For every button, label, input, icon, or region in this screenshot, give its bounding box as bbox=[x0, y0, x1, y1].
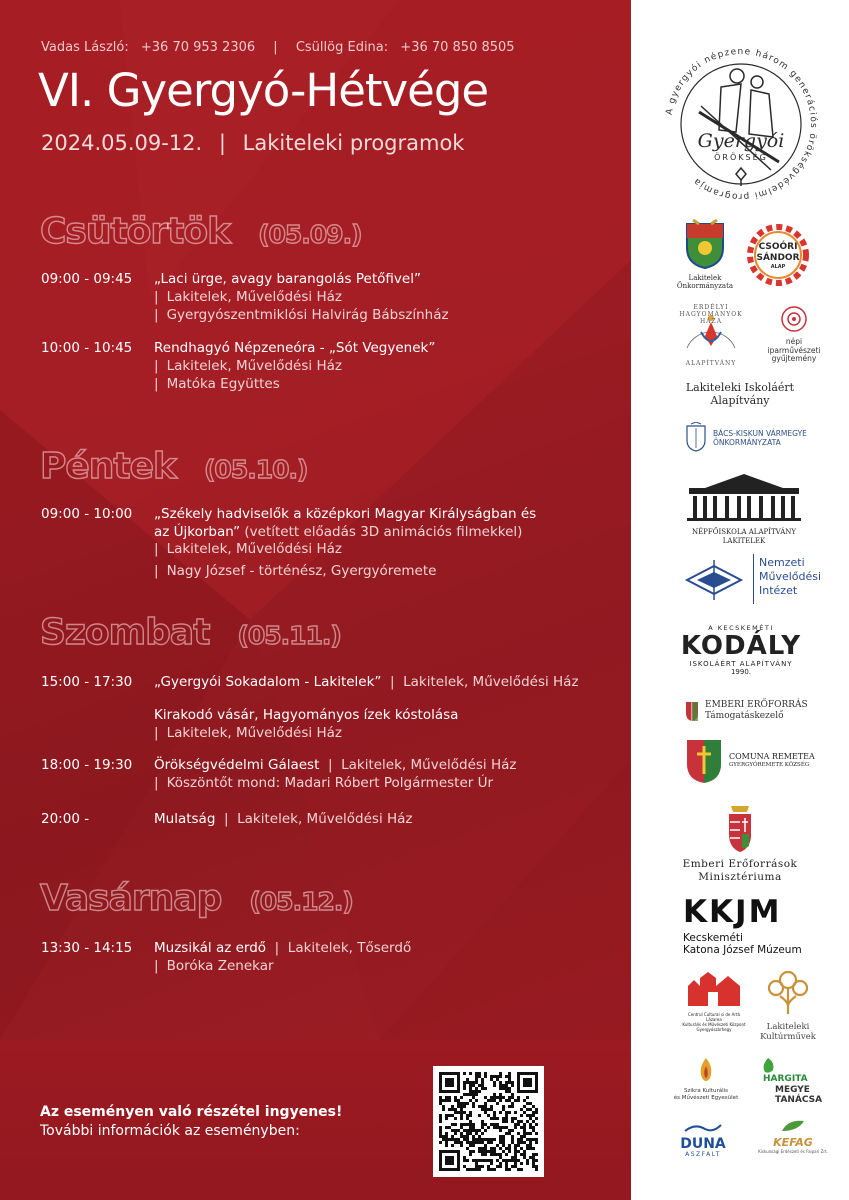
event-title: Muzsikál az erdő | Lakitelek, Tőserdő bbox=[154, 940, 412, 956]
remetea-crest-icon bbox=[685, 738, 723, 784]
separator: | bbox=[218, 131, 226, 155]
svg-text:A gyergyói népzene három gener: A gyergyói népzene három generációs örökségvédelmi programja bbox=[664, 46, 819, 202]
event-title: „Gyergyói Sokadalom - Lakitelek” | Lakitelek, Művelődési Ház bbox=[154, 674, 579, 690]
event-title: Örökségvédelmi Gálaest | Lakitelek, Művelődési Ház bbox=[154, 757, 517, 773]
event-detail: | Lakitelek, Művelődési Ház bbox=[154, 288, 342, 305]
szikra-egyesulet-logo: Szikra Kulturális és Művészeti Egyesület bbox=[671, 1056, 741, 1102]
contact1-phone[interactable]: +36 70 953 2306 bbox=[140, 40, 256, 55]
contact-line bbox=[41, 40, 515, 55]
event-title: Kirakodó vásár, Hagyományos ízek kóstolása bbox=[154, 707, 459, 723]
qr-code[interactable] bbox=[433, 1066, 544, 1177]
day-date: (05.10.) bbox=[204, 455, 308, 484]
day-name: Szombat bbox=[40, 612, 210, 653]
day-name: Vasárnap bbox=[40, 878, 222, 919]
day-heading-saturday bbox=[40, 612, 341, 653]
contact1-name: Vadas László: bbox=[41, 40, 129, 55]
event-time: 13:30 - 14:15 bbox=[41, 940, 133, 956]
more-info-note: További információk az eseményben: bbox=[40, 1123, 300, 1139]
bacs-kiskun-varmegye-logo: BÁCS-KISKUN VÁRMEGYE ÖNKORMÁNYZATA bbox=[685, 420, 835, 456]
event-detail: | Lakitelek, Művelődési Ház bbox=[154, 357, 342, 374]
coat-of-arms-icon bbox=[683, 218, 727, 270]
page-title: VI. Gyergyó-Hétvége bbox=[38, 64, 489, 117]
nepfoiskola-alapitvany-logo: NÉPFŐISKOLA ALAPÍTVÁNY LAKITELEK bbox=[685, 470, 803, 545]
csoori-sandor-alap-logo: CSOÓRI SÁNDOR ALAP bbox=[743, 222, 813, 288]
erdelyi-hagyomanyok-haza-logo: ERDÉLYI HAGYOMÁNYOK HÁZA ALAPÍTVÁNY bbox=[671, 302, 751, 372]
event-detail: | Matóka Együttes bbox=[154, 376, 280, 392]
ornament-icon bbox=[683, 558, 745, 602]
event-time: 10:00 - 10:45 bbox=[41, 340, 133, 356]
event-detail: | Köszöntőt mond: Madari Róbert Polgármester Úr bbox=[154, 774, 494, 791]
event-detail: | Gyergyószentmiklósi Halvirág Bábszínház bbox=[154, 307, 449, 323]
centrul-cultural-lazarea-logo: Centrul Cultural și de Artă Lăzarea Kulturális és Művészeti Központ Gyergyószárhegy bbox=[677, 968, 751, 1032]
emmi-logo: Emberi Erőforrások Minisztériuma bbox=[665, 802, 815, 884]
tree-icon bbox=[758, 966, 818, 1018]
kefag-leaf-icon bbox=[778, 1119, 808, 1133]
gyergyoi-orokseg-logo bbox=[661, 42, 821, 207]
building-icon bbox=[685, 470, 803, 522]
svg-text:ÖRÖKSÉG: ÖRÖKSÉG bbox=[714, 153, 768, 162]
day-date: (05.11.) bbox=[237, 621, 341, 650]
event-time: 15:00 - 17:30 bbox=[41, 674, 133, 690]
footer-text bbox=[40, 1103, 342, 1141]
flame-icon bbox=[694, 1056, 718, 1084]
day-heading-sunday bbox=[40, 878, 353, 919]
event-title: „Laci ürge, avagy barangolás Petőfivel” bbox=[154, 271, 421, 287]
event-title: „Székely hadviselők a középkori Magyar Királyságban és bbox=[154, 506, 537, 522]
event-detail: | Lakitelek, Művelődési Ház bbox=[154, 541, 342, 557]
qr-code-icon bbox=[439, 1072, 538, 1171]
iskolaert-alapitvany-text: Lakiteleki Iskoláért Alapítvány bbox=[685, 381, 795, 407]
hungarian-coat-of-arms-icon bbox=[725, 802, 755, 854]
day-heading-thursday bbox=[40, 211, 362, 252]
event-dates: 2024.05.09-12. bbox=[41, 131, 203, 155]
comuna-remetea-logo: COMUNA REMETEA GYERGYÓREMETE KÖZSÉG bbox=[685, 738, 845, 786]
event-title: Mulatság | Lakitelek, Művelődési Ház bbox=[154, 811, 413, 827]
kefag-logo: KEFAG Kiskunsági Erdészeti és Faipari Zrt. bbox=[743, 1118, 843, 1155]
event-detail: | Nagy József - történész, Gyergyóremete bbox=[154, 562, 437, 579]
day-date: (05.12.) bbox=[249, 887, 353, 916]
emberi-eroforras-tamogataskezelo-logo: EMBERI ERŐFORRÁS Támogatáskezelő bbox=[685, 698, 835, 724]
duna-aszfalt-logo: DUNA ASZFALT bbox=[675, 1118, 731, 1158]
svg-text:Gyergyói: Gyergyói bbox=[697, 130, 785, 152]
wave-icon bbox=[683, 1123, 723, 1133]
event-time: 20:00 - bbox=[41, 811, 90, 827]
event-title: Rendhagyó Népzeneóra - „Sót Vegyenek” bbox=[154, 340, 436, 356]
event-detail: | Lakitelek, Művelődési Ház bbox=[154, 724, 342, 741]
hargita-leaf-icon bbox=[759, 1056, 777, 1076]
event-detail: | Boróka Zenekar bbox=[154, 957, 274, 974]
county-crest-icon bbox=[685, 422, 707, 452]
separator: | bbox=[273, 40, 278, 55]
day-name: Csütörtök bbox=[40, 211, 231, 252]
lakitelek-onkormanyzat-logo: Lakitelek Önkormányzata bbox=[675, 218, 735, 290]
day-heading-friday bbox=[40, 446, 307, 487]
sponsor-panel bbox=[631, 0, 849, 1200]
hungarian-shield-icon bbox=[685, 700, 699, 722]
day-date: (05.09.) bbox=[258, 220, 362, 249]
rosette-icon bbox=[779, 304, 809, 334]
lakiteleki-kulturmuvek-logo: Lakiteleki Kultúrművek bbox=[753, 966, 823, 1042]
contact2-phone[interactable]: +36 70 850 8505 bbox=[400, 40, 515, 55]
event-time: 18:00 - 19:30 bbox=[41, 757, 133, 773]
katona-jozsef-muzeum-logo: KKJM Kecskeméti Katona József Múzeum bbox=[683, 894, 802, 956]
nemzeti-muvelodesi-intezet-logo: Nemzeti Művelődési Intézet bbox=[683, 554, 813, 606]
day-name: Péntek bbox=[40, 446, 176, 487]
event-time: 09:00 - 09:45 bbox=[41, 271, 133, 287]
event-title-cont: az Újkorban” (vetített előadás 3D animációs filmekkel) bbox=[154, 523, 523, 540]
subtitle bbox=[41, 131, 464, 155]
event-time: 09:00 - 10:00 bbox=[41, 506, 133, 522]
nepi-iparmuveszeti-gyujtemeny-logo: népi iparművészeti gyűjtemény bbox=[761, 304, 827, 364]
free-entry-note: Az eseményen való részétel ingyenes! bbox=[40, 1104, 343, 1120]
contact2-name: Csüllög Edina: bbox=[295, 40, 389, 55]
program-label: Lakiteleki programok bbox=[242, 131, 465, 155]
castle-icon bbox=[682, 968, 746, 1008]
kodaly-iskolaert-alapitvany-logo: A KECSKEMÉTI KODÁLY ISKOLÁÉRT ALAPÍTVÁNY 1990. bbox=[680, 624, 802, 676]
hargita-megye-tanacsa-logo: HARGITA MEGYE TANÁCSA bbox=[755, 1056, 835, 1106]
